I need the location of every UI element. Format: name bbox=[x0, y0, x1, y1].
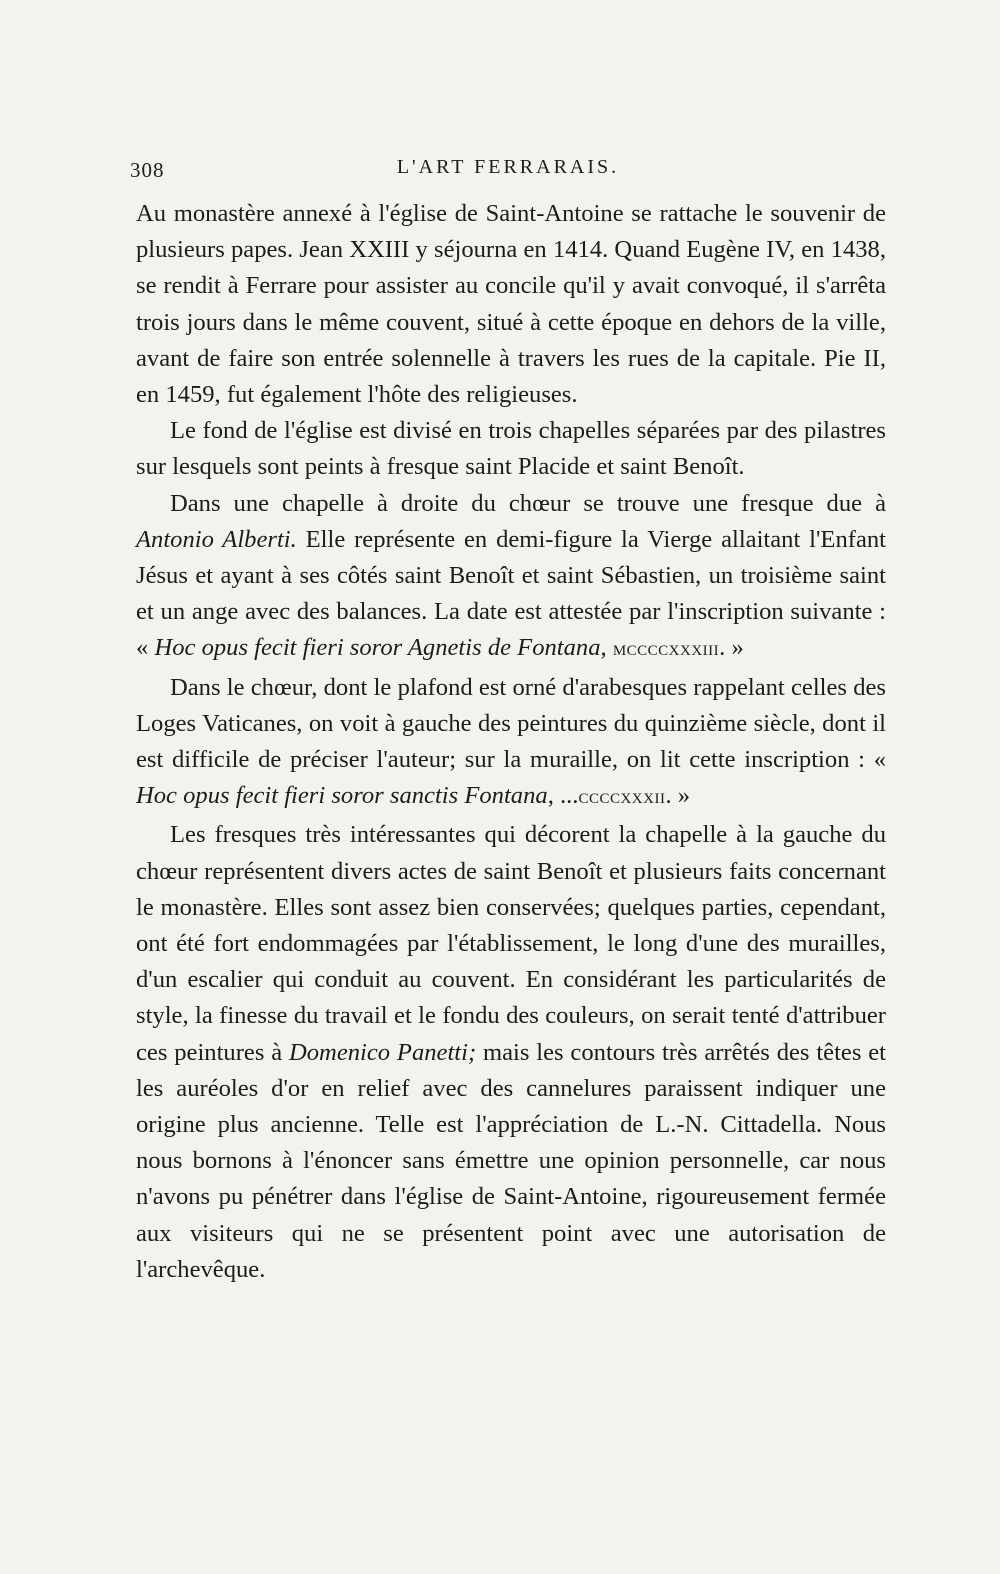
roman-numeral-date: CCCCXXXII bbox=[578, 791, 666, 808]
text-run: Le fond de l'église est divisé en trois chapelles séparées par des pilastres sur lesquels sont peints à fresque saint Placide et saint Benoît. bbox=[136, 417, 886, 481]
text-run: Au monastère annexé à l'église de Saint-Antoine se rattache le souvenir de plusieurs papes. Jean XXIII y séjourna en 1414. Quand Eugène IV, en 1438, se rendit à Ferrare pour assister au concile qu'il y avait convoqué, il s'arrêta trois jours dans le même couvent, situé à cette époque en dehors de la ville, avant de faire son entrée solennelle à travers les rues de la capitale. Pie II, en 1459, fut également l'hôte des religieuses. bbox=[136, 200, 886, 409]
text-run: , bbox=[600, 634, 613, 662]
paragraph bbox=[136, 817, 886, 1288]
text-run: Dans une chapelle à droite du chœur se trouve une fresque due à bbox=[170, 489, 886, 517]
text-run: mais les contours très arrêtés des têtes et les auréoles d'or en relief avec des cannelures paraissent indiquer une origine plus ancienne. Telle est l'appréciation de L.-N. Cittadella. Nous nous bornons à l'énoncer sans émettre une opinion personnelle, car nous n'avons pu pénétrer dans l'église de Saint-Antoine, rigoureusement fermée aux visiteurs qui ne se présentent point avec une autorisation de l'archevêque. bbox=[136, 1038, 886, 1283]
text-run: . » bbox=[665, 782, 691, 810]
italic-run: Hoc opus fecit fieri soror Agnetis de Fontana bbox=[154, 634, 601, 662]
italic-run: Hoc opus fecit fieri soror sanctis Fontana bbox=[136, 782, 548, 810]
paragraph bbox=[136, 196, 886, 413]
text-run: Dans le chœur, dont le plafond est orné d'arabesques rappelant celles des Loges Vaticanes, on voit à gauche des peintures du quinzième siècle, dont il est difficile de préciser l'auteur; sur la muraille, on lit cette inscription : « bbox=[136, 673, 886, 774]
page-header bbox=[130, 150, 886, 190]
paragraph bbox=[136, 413, 886, 485]
page-number: 308 bbox=[130, 158, 165, 182]
paragraph bbox=[136, 670, 886, 818]
text-run: . » bbox=[719, 634, 744, 662]
text-run: Les fresques très intéressantes qui décorent la chapelle à la gauche du chœur représentent divers actes de saint Benoît et plusieurs faits concernant le monastère. Elles sont assez bien conservées; quelques parties, cependant, ont été fort endommagées par l'établissement, le long d'une des murailles, d'un escalier qui conduit au couvent. En considérant les particularités de style, la finesse du travail et le fondu des couleurs, on serait tenté d'attribuer ces peintures à bbox=[136, 821, 886, 1066]
running-title: L'ART FERRARAIS. bbox=[396, 156, 620, 178]
italic-run: Antonio Alberti. bbox=[136, 525, 297, 553]
text-run: , ... bbox=[547, 782, 579, 810]
paragraph bbox=[136, 486, 886, 670]
roman-numeral-date: MCCCCXXXIII bbox=[612, 643, 720, 660]
text-run: Elle représente en demi-figure la Vierge allaitant l'Enfant Jésus et ayant à ses côtés saint Benoît et saint Sébastien, un troisième saint et un ange avec des balances. La date est attestée par l'inscription suivante : « bbox=[136, 525, 886, 662]
italic-run: Domenico Panetti; bbox=[289, 1038, 477, 1066]
body-text bbox=[136, 196, 886, 1288]
